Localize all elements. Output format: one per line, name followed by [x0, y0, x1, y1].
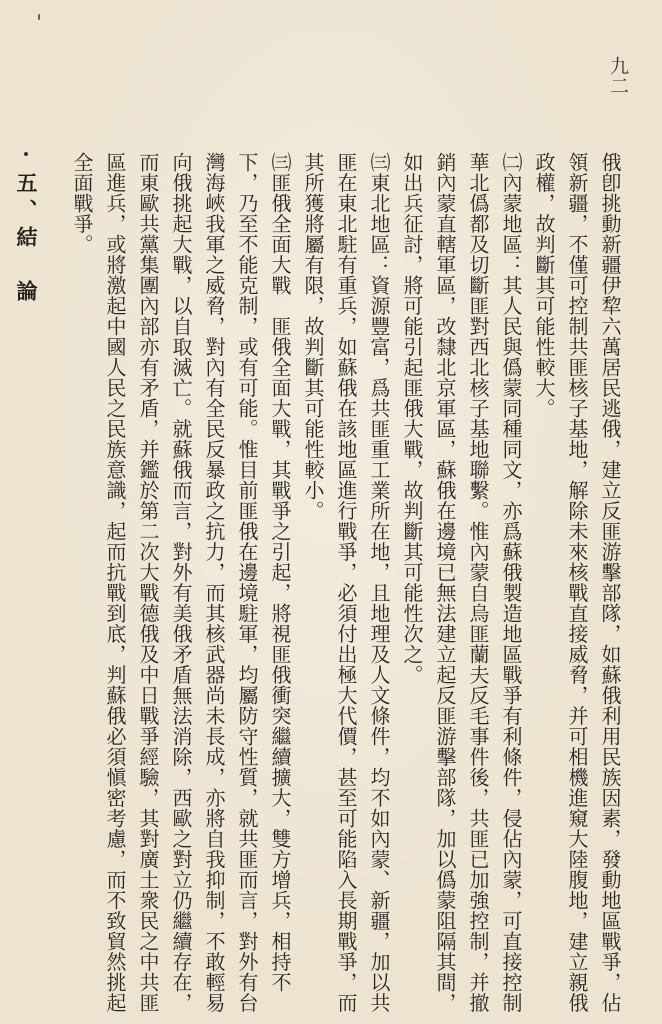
column-gap [43, 152, 65, 1014]
paragraph-full-scale-war: ㈢匪俄全面大戰 匪俄全面大戰，其戰爭之引起，將視匪俄衝突繼續擴大，雙方增兵，相持不下，乃至不能克制，或有可能。惟目前匪俄在邊境駐軍，均屬防守性質，就共匪而言，對外有台灣海峽我軍之威脅，對內有全民反暴政之抗力，而其核武器尚未長成，亦將自我抑制，不敢輕易向俄挑起大戰，以自取滅亡。就蘇俄而言，對外有美俄矛盾無法消除，西歐之對立仍繼續存在，而東歐共黨集團內部亦有矛盾，并鑑於第二次大戰德俄及中日戰爭經驗，其對廣土衆民之中共匪區進兵，或將激起中國人民之民族意識，起而抗戰到底，判蘇俄必須愼密考慮，而不致貿然挑起全面戰爭。 [70, 152, 292, 1013]
page-number: 九二 [607, 56, 629, 96]
paragraph-inner-mongolia: ㈡內蒙地區：其人民與僞蒙同種同文，亦爲蘇俄製造地區戰爭有利條件，侵佔內蒙，可直接控制華北僞都及切斷匪對西北核子基地聯繫。惟內蒙自烏匪蘭夫反毛事件後，共匪已加強控制，并撤銷內蒙直轄軍區，改隸北京軍區，蘇俄在邊境已無法建立起反匪游擊部隊，加以僞蒙阻隔其間，如出兵征討，將可能引起匪俄大戰，故判斷其可能性次之。 [400, 152, 523, 1013]
body-text [10, 152, 626, 1014]
scan-speck [38, 14, 40, 20]
section-heading-text: 五、結 論 [14, 172, 39, 307]
bullet-dot-icon [24, 152, 28, 156]
paragraph-xinjiang-continuation: 俄卽挑動新疆伊犂六萬居民逃俄，建立反匪游擊部隊，如蘇俄利用民族因素，發動地區戰爭，佔領新疆，不僅可控制共匪核子基地，解除未來核戰直接威脅，并可相機進窺大陸腹地，建立親俄政權，故判斷其可能性較大。 [532, 152, 622, 1013]
section-heading [10, 152, 43, 1014]
paragraph-northeast: ㈢東北地區：資源豐富，爲共匪重工業所在地，且地理及人文條件，均不如內蒙、新疆，加以共匪在東北駐有重兵，如蘇俄在該地區進行戰爭，必須付出極大代價，甚至可能陷入長期戰爭，而其所獲將屬有限，故判斷其可能性較小。 [301, 152, 391, 1013]
